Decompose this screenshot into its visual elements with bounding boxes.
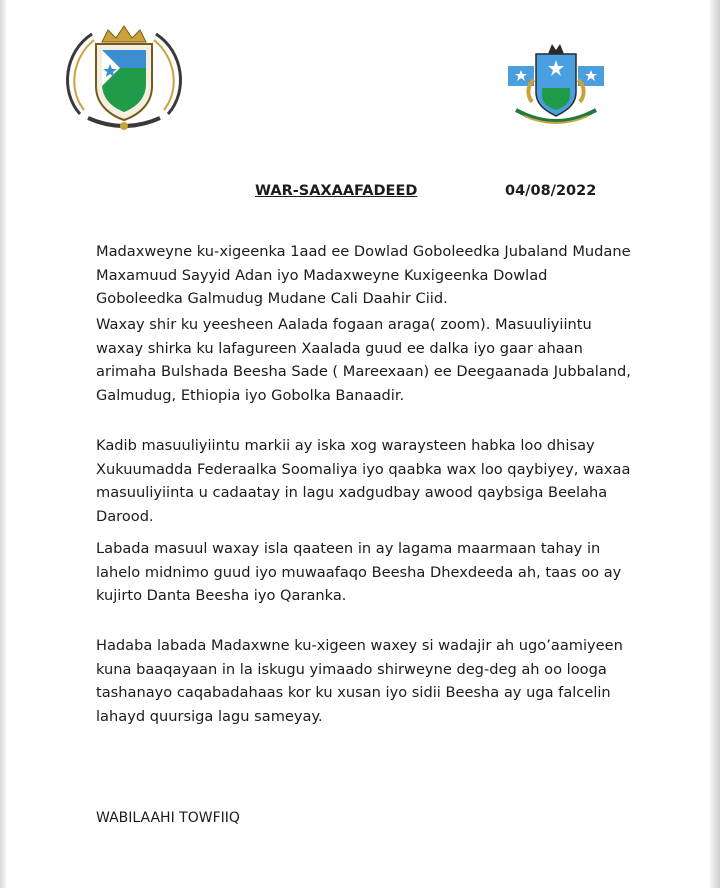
paragraph-5: Hadaba labada Madaxwne ku-xigeen waxey si wadajir ah ugo’aamiyeen kuna baaqayaan in la iskugu yimaado shirweyne deg-deg ah oo looga tashanayo caqabadahaas kor ku xusan iyo sidii Beesha ay uga falcelin lahayd quursiga lagu sameyay. <box>96 637 623 725</box>
paragraph-3: Kadib masuuliyiintu markii ay iska xog waraysteen habka loo dhisay Xukuumadda Federaalka Soomaliya iyo qaabka wax loo qaybiyey, waxaa masuuliyiinta u cadaatay in lagu xadgudbay awood qaybsiga Beelaha Darood. <box>96 437 631 525</box>
jubaland-emblem-icon <box>58 22 190 137</box>
header-row <box>0 183 720 207</box>
page-edge-right <box>710 0 720 888</box>
galmudug-emblem-icon <box>500 40 612 132</box>
signature-closing: WABILAAHI TOWFIIQ <box>96 810 240 826</box>
paragraph-1: Madaxweyne ku-xigeenka 1aad ee Dowlad Goboleedka Jubaland Mudane Maxamuud Sayyid Adan iyo Madaxweyne Kuxigeenka Dowlad Goboleedka Galmudug Mudane Cali Daahir Ciid. <box>96 243 631 307</box>
document-date: 04/08/2022 <box>505 183 597 199</box>
paragraph-4: Labada masuul waxay isla qaateen in ay lagama maarmaan tahay in lahelo midnimo guud iyo muwaafaqo Beesha Dhexdeeda ah, taas oo ay kujirto Danta Beesha iyo Qaranka. <box>96 540 622 604</box>
document-title: WAR-SAXAAFADEED <box>255 183 418 199</box>
page-edge-left <box>0 0 6 888</box>
paragraph-2: Waxay shir ku yeesheen Aalada fogaan araga( zoom). Masuuliyiintu waxay shirka ku lafagureen Xaalada guud ee dalka iyo gaar ahaan arimaha Bulshada Beesha Sade ( Mareexaan) ee Deegaanada Jubbaland, Galmudug, Ethiopia iyo Gobolka Banaadir. <box>96 316 631 404</box>
